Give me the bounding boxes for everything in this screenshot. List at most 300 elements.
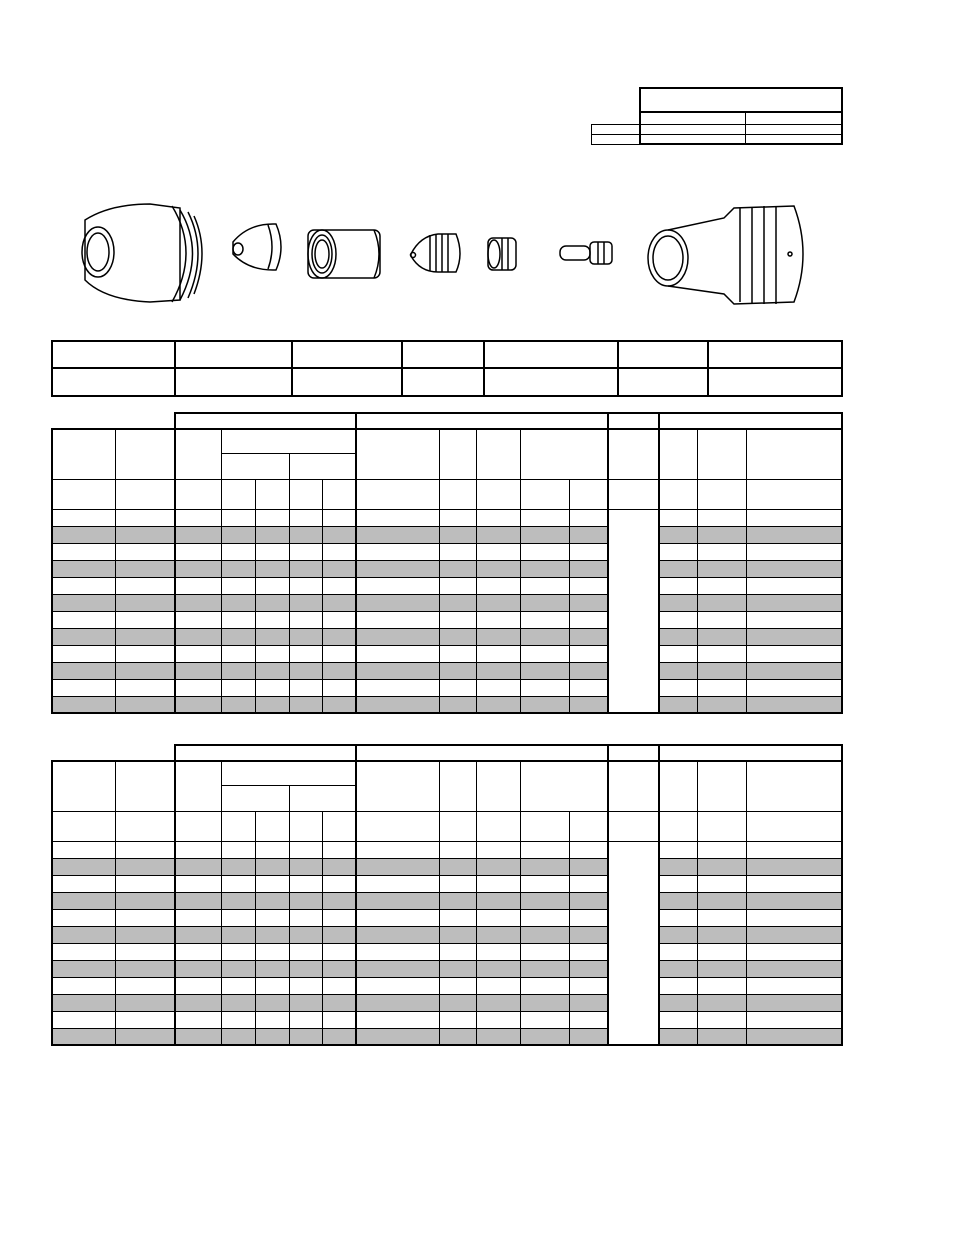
table-cell (222, 943, 256, 960)
table-cell (116, 960, 175, 977)
table-cell (570, 560, 608, 577)
table-cell (175, 960, 222, 977)
table-cell (322, 696, 356, 713)
part-label-shield (52, 341, 175, 368)
table-cell (697, 679, 746, 696)
table-cell (52, 594, 116, 611)
table-cell (52, 858, 116, 875)
table-cell (477, 926, 521, 943)
units-cell (440, 479, 477, 509)
table-row (52, 509, 842, 526)
table-cell (746, 560, 842, 577)
table-cell (659, 960, 697, 977)
units-cell (255, 811, 289, 841)
table-cell (289, 994, 322, 1011)
table-cell (521, 994, 570, 1011)
table-cell (322, 645, 356, 662)
table-cell (746, 943, 842, 960)
table-cell (477, 560, 521, 577)
table-cell (175, 645, 222, 662)
part-label-torch-body (708, 341, 842, 368)
table-cell (440, 943, 477, 960)
table-cell (356, 560, 440, 577)
table-cell (477, 696, 521, 713)
table-cell (116, 994, 175, 1011)
reference-col-b (745, 112, 842, 124)
table-cell (116, 577, 175, 594)
reference-col-a (640, 112, 746, 124)
table-cell (356, 526, 440, 543)
table-cell (521, 1011, 570, 1028)
table-cell (521, 696, 570, 713)
table-cell (175, 696, 222, 713)
table-cell (52, 628, 116, 645)
table-cell (356, 577, 440, 594)
column-header (440, 429, 477, 479)
column-header (659, 761, 697, 811)
table-cell (322, 628, 356, 645)
table-cell (570, 977, 608, 994)
column-header (477, 429, 521, 479)
part-label-nozzle-cap (292, 341, 402, 368)
table-cell (52, 526, 116, 543)
table-cell (477, 943, 521, 960)
table-cell (570, 960, 608, 977)
table-cell (116, 977, 175, 994)
table-cell (322, 526, 356, 543)
table-cell (175, 875, 222, 892)
table-cell (175, 926, 222, 943)
table-cell (356, 977, 440, 994)
table-cell (322, 926, 356, 943)
table-cell (255, 858, 289, 875)
table-cell (746, 526, 842, 543)
table-cell (322, 841, 356, 858)
table-cell (659, 526, 697, 543)
table-cell (356, 1011, 440, 1028)
table-cell (746, 594, 842, 611)
table-cell (356, 994, 440, 1011)
group-header (608, 745, 660, 761)
table-cell (356, 611, 440, 628)
table-cell (697, 628, 746, 645)
table-cell (116, 1011, 175, 1028)
column-header (52, 429, 116, 479)
column-header (52, 761, 116, 811)
table-cell (440, 858, 477, 875)
table-cell (175, 628, 222, 645)
table-cell (356, 926, 440, 943)
column-header (222, 761, 357, 785)
table-cell (440, 696, 477, 713)
table-cell (477, 662, 521, 679)
table-cell (659, 1028, 697, 1045)
units-cell (255, 479, 289, 509)
table-cell (521, 841, 570, 858)
table-cell (570, 994, 608, 1011)
table-cell (477, 909, 521, 926)
units-cell (52, 811, 116, 841)
table-cell (116, 594, 175, 611)
table-cell (659, 977, 697, 994)
table-row (52, 960, 842, 977)
table-cell (746, 841, 842, 858)
table-row (52, 679, 842, 696)
table-cell (746, 994, 842, 1011)
column-header (116, 429, 175, 479)
table-cell (659, 645, 697, 662)
table-cell (356, 679, 440, 696)
table-cell (289, 543, 322, 560)
table-cell (697, 543, 746, 560)
group-header (175, 745, 357, 761)
table-cell (255, 611, 289, 628)
table-row (52, 628, 842, 645)
table-cell (746, 662, 842, 679)
table-cell (322, 1028, 356, 1045)
table-cell (255, 679, 289, 696)
table-cell (52, 645, 116, 662)
table-cell (255, 841, 289, 858)
table-cell (222, 543, 256, 560)
table-cell (322, 977, 356, 994)
cut-chart-table-1 (51, 412, 843, 714)
table-cell (659, 594, 697, 611)
table-cell (222, 594, 256, 611)
column-header (222, 453, 290, 479)
table-cell (521, 594, 570, 611)
units-cell (608, 479, 660, 509)
table-cell (222, 994, 256, 1011)
table-cell (175, 543, 222, 560)
table-cell (570, 696, 608, 713)
table-row (52, 1028, 842, 1045)
table-cell (116, 909, 175, 926)
table-row (52, 526, 842, 543)
table-cell (697, 577, 746, 594)
table-cell (570, 926, 608, 943)
table-cell (521, 892, 570, 909)
part-label-retaining-cap (175, 341, 292, 368)
table-cell (116, 662, 175, 679)
table-cell (116, 679, 175, 696)
table-cell (255, 645, 289, 662)
table-cell (175, 841, 222, 858)
table-cell (521, 645, 570, 662)
column-header (222, 785, 290, 811)
table-cell (477, 526, 521, 543)
table-cell (521, 858, 570, 875)
table-cell (116, 926, 175, 943)
table-cell (746, 645, 842, 662)
part-numbers-table (51, 340, 843, 397)
table-cell (746, 628, 842, 645)
table-cell (697, 892, 746, 909)
table-cell (356, 662, 440, 679)
retaining-cap-icon (233, 224, 281, 270)
reference-header (640, 88, 843, 112)
table-cell (697, 960, 746, 977)
table-cell (570, 875, 608, 892)
table-cell (521, 662, 570, 679)
table-cell (255, 909, 289, 926)
table-cell (440, 543, 477, 560)
units-cell (659, 479, 697, 509)
table-cell (356, 1028, 440, 1045)
table-cell (52, 994, 116, 1011)
table-cell (289, 960, 322, 977)
table-cell (440, 994, 477, 1011)
table-cell (255, 526, 289, 543)
table-cell (116, 628, 175, 645)
table-cell (659, 696, 697, 713)
table-cell (175, 977, 222, 994)
table-cell (322, 577, 356, 594)
table-cell (175, 892, 222, 909)
table-cell (570, 841, 608, 858)
table-cell (697, 858, 746, 875)
table-cell (570, 543, 608, 560)
electrode-icon (560, 242, 612, 264)
table-cell (116, 543, 175, 560)
table-cell (356, 696, 440, 713)
units-cell (116, 479, 175, 509)
table-cell (322, 909, 356, 926)
table-cell (222, 645, 256, 662)
table-cell (289, 926, 322, 943)
table-cell (52, 875, 116, 892)
table-cell (322, 594, 356, 611)
table-cell (222, 1011, 256, 1028)
table-cell (116, 696, 175, 713)
table-cell (255, 662, 289, 679)
table-cell (521, 543, 570, 560)
table-cell (440, 679, 477, 696)
table-cell (697, 1028, 746, 1045)
table-cell (440, 594, 477, 611)
column-header (697, 429, 746, 479)
table-cell (222, 628, 256, 645)
table-cell (255, 994, 289, 1011)
reference-table (591, 87, 843, 145)
table-cell (289, 858, 322, 875)
units-cell (52, 479, 116, 509)
part-label-electrode (618, 341, 708, 368)
table-cell (440, 645, 477, 662)
table-cell (289, 526, 322, 543)
merged-cell (608, 841, 660, 1045)
table-cell (222, 662, 256, 679)
table-cell (440, 662, 477, 679)
table-cell (477, 960, 521, 977)
table-cell (659, 841, 697, 858)
table-cell (222, 509, 256, 526)
table-cell (222, 892, 256, 909)
table-cell (697, 977, 746, 994)
column-header (746, 761, 842, 811)
table-cell (289, 560, 322, 577)
table-cell (746, 909, 842, 926)
table-cell (477, 977, 521, 994)
merged-cell (608, 509, 660, 713)
table-cell (289, 1028, 322, 1045)
units-cell (570, 479, 608, 509)
table-cell (289, 577, 322, 594)
table-cell (175, 662, 222, 679)
table-cell (659, 858, 697, 875)
table-cell (322, 943, 356, 960)
table-cell (116, 1028, 175, 1045)
units-cell (608, 811, 660, 841)
table-cell (440, 841, 477, 858)
group-header (356, 413, 607, 429)
table-cell (440, 1028, 477, 1045)
table-cell (289, 977, 322, 994)
units-cell (222, 479, 256, 509)
table-cell (746, 577, 842, 594)
table-cell (116, 875, 175, 892)
table-cell (477, 875, 521, 892)
table-cell (477, 645, 521, 662)
table-cell (52, 926, 116, 943)
table-cell (477, 628, 521, 645)
table-cell (356, 841, 440, 858)
column-header (608, 429, 660, 479)
table-cell (746, 892, 842, 909)
table-cell (356, 943, 440, 960)
table-cell (746, 926, 842, 943)
table-cell (521, 977, 570, 994)
table-cell (322, 994, 356, 1011)
table-cell (322, 679, 356, 696)
table-cell (440, 875, 477, 892)
table-cell (52, 909, 116, 926)
table-cell (477, 841, 521, 858)
table-cell (322, 858, 356, 875)
units-cell (356, 811, 440, 841)
units-cell (222, 811, 256, 841)
table-cell (222, 926, 256, 943)
table-cell (659, 892, 697, 909)
table-cell (477, 1028, 521, 1045)
table-cell (255, 960, 289, 977)
table-cell (659, 577, 697, 594)
table-cell (52, 841, 116, 858)
table-cell (356, 509, 440, 526)
table-row (52, 943, 842, 960)
table-cell (746, 509, 842, 526)
table-cell (746, 875, 842, 892)
table-cell (570, 577, 608, 594)
column-header (697, 761, 746, 811)
column-header (521, 429, 608, 479)
table-cell (175, 577, 222, 594)
table-cell (477, 509, 521, 526)
table-cell (289, 892, 322, 909)
units-cell (746, 811, 842, 841)
table-cell (746, 543, 842, 560)
table-cell (322, 543, 356, 560)
table-cell (659, 560, 697, 577)
table-cell (222, 960, 256, 977)
table-row (52, 994, 842, 1011)
table-cell (570, 1028, 608, 1045)
table-cell (175, 1011, 222, 1028)
table-cell (322, 960, 356, 977)
table-cell (356, 892, 440, 909)
table-row (52, 696, 842, 713)
table-cell (222, 875, 256, 892)
units-cell (570, 811, 608, 841)
table-row (52, 892, 842, 909)
swirl-ring-icon (488, 238, 516, 270)
shield-cap-icon (82, 204, 202, 302)
table-cell (521, 526, 570, 543)
table-cell (255, 577, 289, 594)
table-cell (175, 594, 222, 611)
table-cell (52, 943, 116, 960)
table-row (52, 594, 842, 611)
table-cell (746, 1028, 842, 1045)
table-cell (697, 909, 746, 926)
table-cell (175, 611, 222, 628)
table-cell (289, 628, 322, 645)
table-cell (255, 892, 289, 909)
table-cell (521, 679, 570, 696)
table-cell (222, 977, 256, 994)
table-cell (570, 611, 608, 628)
units-cell (175, 479, 222, 509)
table-cell (440, 560, 477, 577)
units-cell (440, 811, 477, 841)
table-cell (440, 611, 477, 628)
table-cell (659, 875, 697, 892)
table-cell (570, 509, 608, 526)
table-cell (175, 858, 222, 875)
nozzle-icon (411, 234, 461, 272)
table-cell (570, 858, 608, 875)
units-cell (289, 811, 322, 841)
table-cell (222, 909, 256, 926)
table-cell (52, 1028, 116, 1045)
table-cell (697, 875, 746, 892)
table-cell (659, 994, 697, 1011)
table-row (52, 858, 842, 875)
table-cell (440, 509, 477, 526)
table-cell (222, 1028, 256, 1045)
table-cell (116, 858, 175, 875)
reference-row-label (592, 124, 640, 134)
table-cell (255, 594, 289, 611)
table-cell (697, 1011, 746, 1028)
table-cell (175, 679, 222, 696)
group-header (659, 745, 842, 761)
table-cell (289, 662, 322, 679)
table-cell (697, 926, 746, 943)
table-cell (175, 509, 222, 526)
table-cell (570, 679, 608, 696)
table-cell (175, 560, 222, 577)
table-cell (356, 875, 440, 892)
table-cell (659, 943, 697, 960)
group-header (608, 413, 660, 429)
units-cell (289, 479, 322, 509)
units-cell (356, 479, 440, 509)
table-cell (175, 994, 222, 1011)
table-cell (440, 892, 477, 909)
table-cell (255, 560, 289, 577)
table-cell (289, 696, 322, 713)
